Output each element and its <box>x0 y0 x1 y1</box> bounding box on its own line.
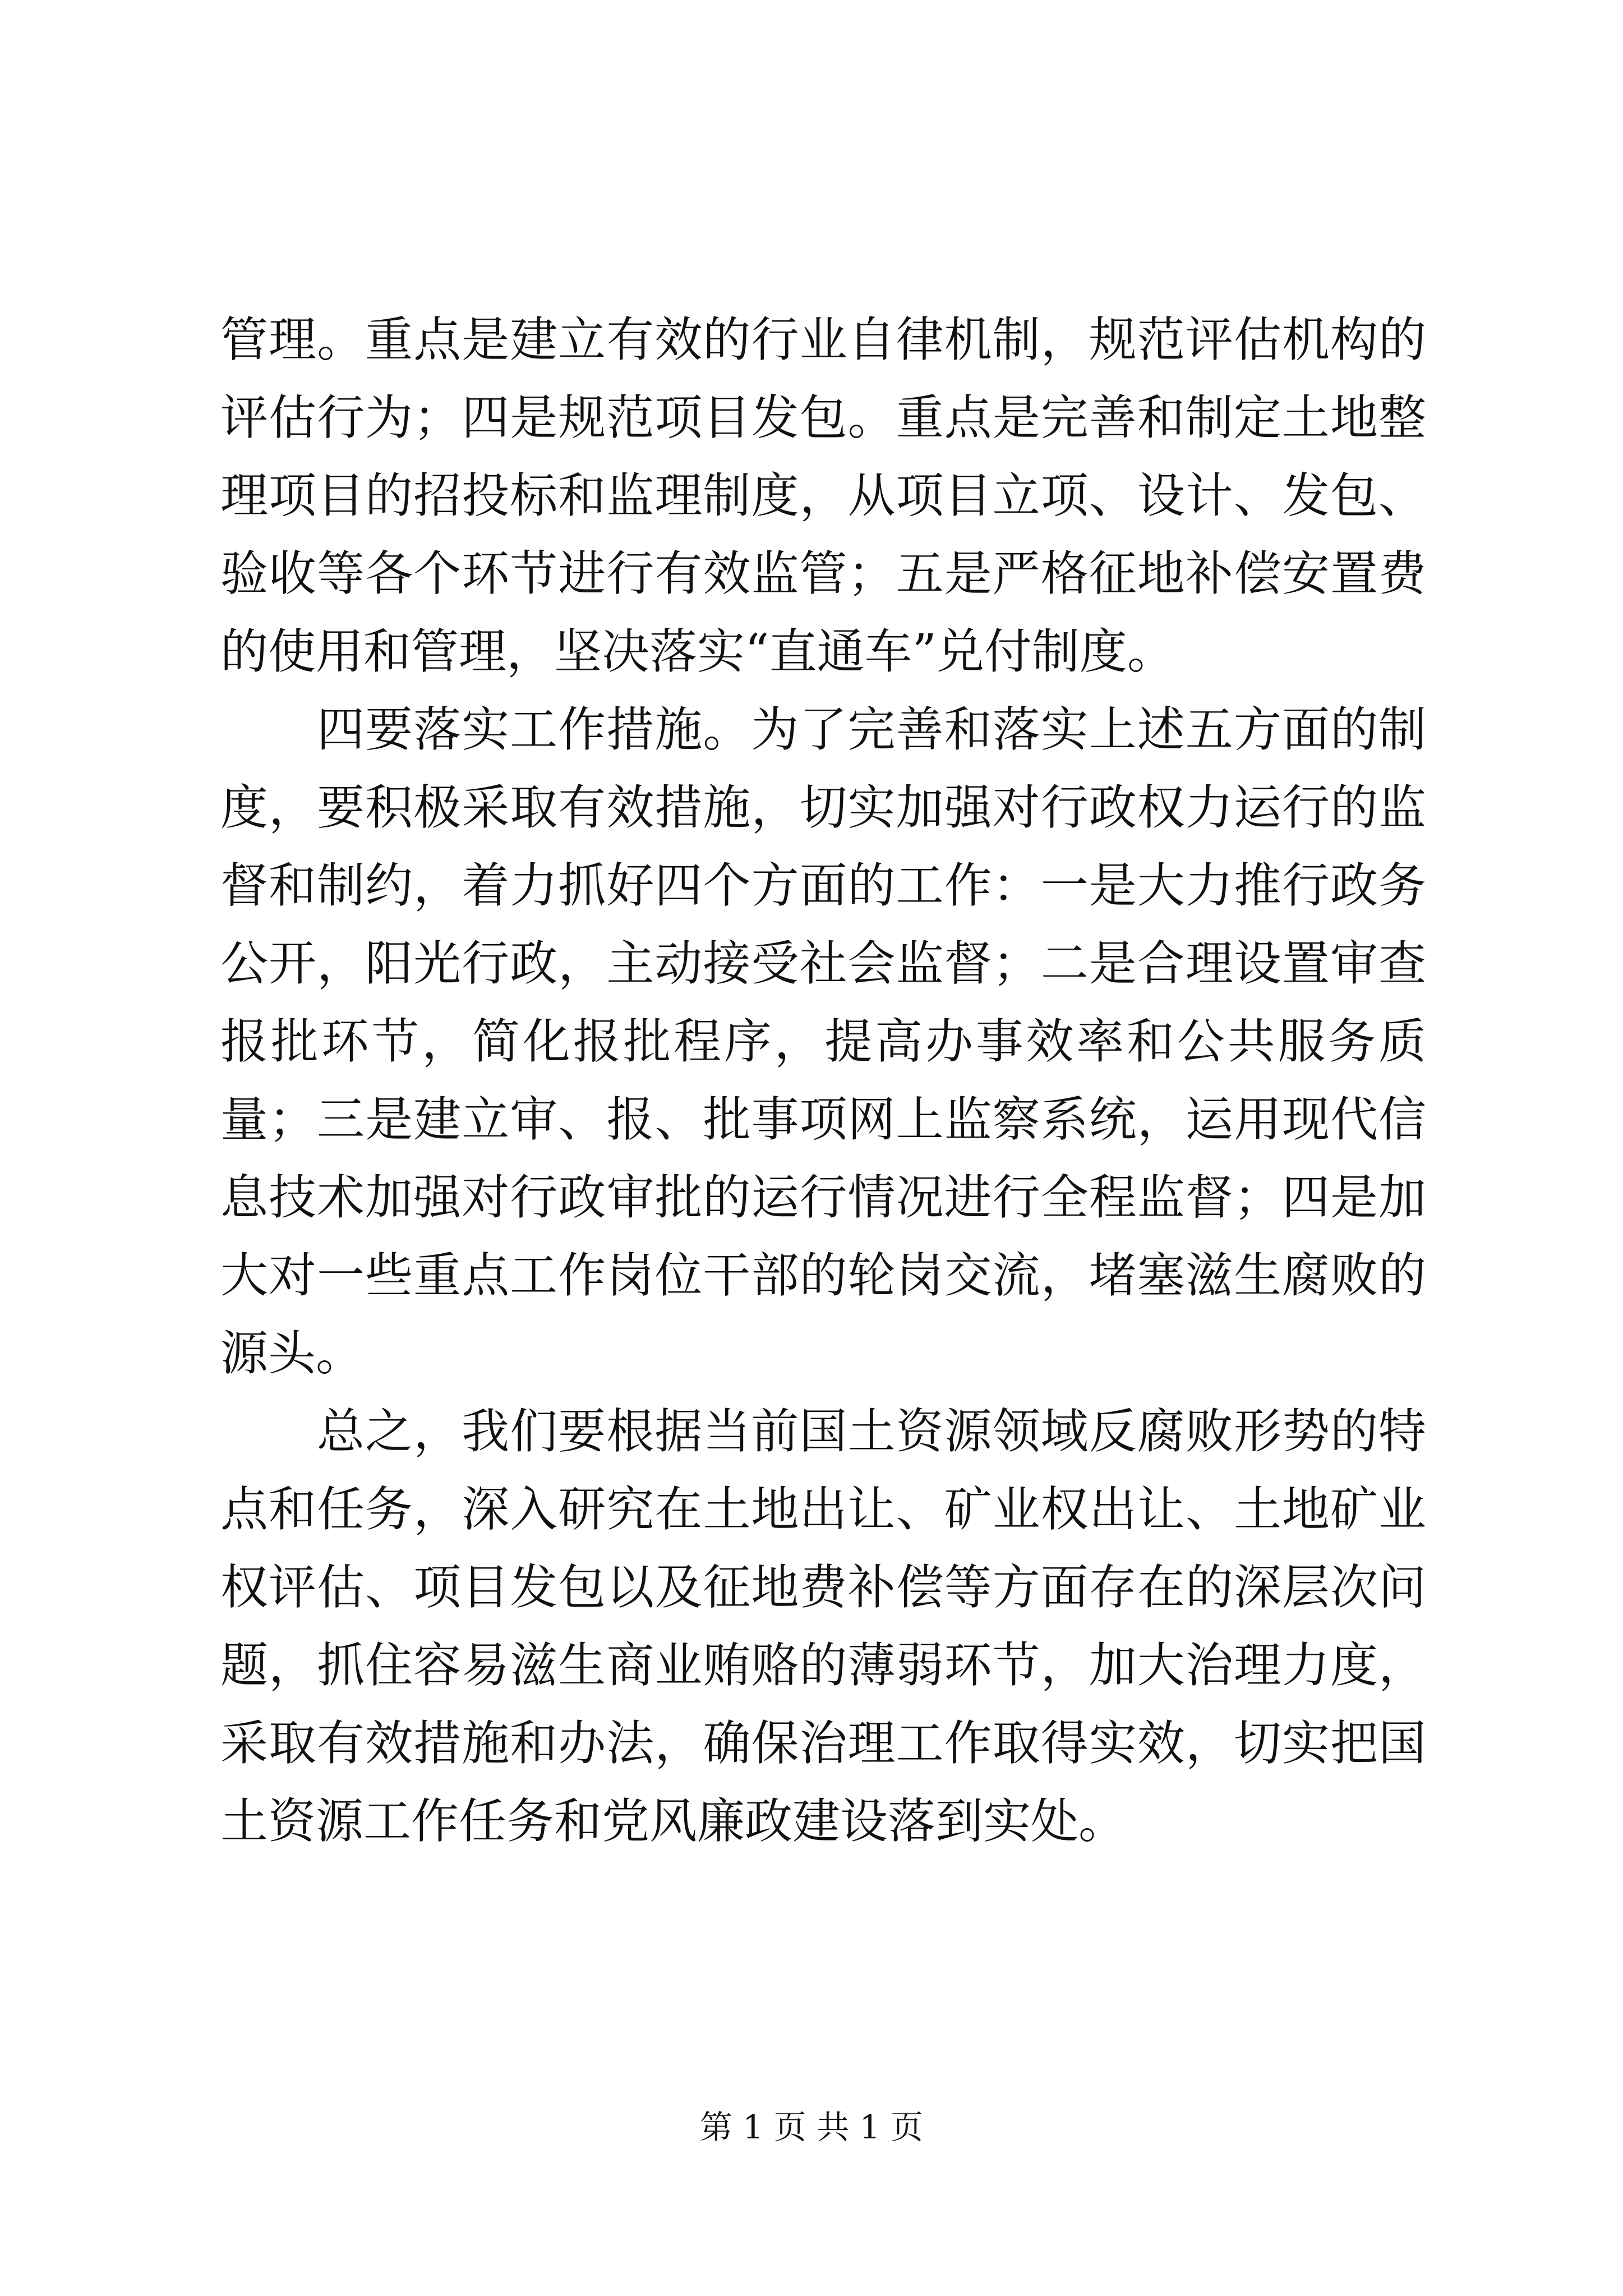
paragraph-continuation: 管理。重点是建立有效的行业自律机制，规范评估机构的评估行为；四是规范项目发包。重点是完善和制定土地整理项目的招投标和监理制度，从项目立项、设计、发包、验收等各个环节进行有效监管；五是严格征地补偿安置费的使用和管理，坚决落实“直通车”兑付制度。 <box>220 312 1426 680</box>
document-body <box>220 301 1426 1861</box>
paragraph-conclusion: 总之，我们要根据当前国土资源领域反腐败形势的特点和任务，深入研究在土地出让、矿业权出让、土地矿业权评估、项目发包以及征地费补偿等方面存在的深层次问题，抓住容易滋生商业贿赂的薄弱环节，加大治理力度，采取有效措施和办法，确保治理工作取得实效，切实把国土资源工作任务和党风廉政建设落到实处。 <box>220 1404 1426 1849</box>
page-number-footer: 第 1 页 共 1 页 <box>700 2108 923 2146</box>
paragraph-work-measures: 四要落实工作措施。为了完善和落实上述五方面的制度，要积极采取有效措施，切实加强对行政权力运行的监督和制约，着力抓好四个方面的工作：一是大力推行政务公开，阳光行政，主动接受社会监督；二是合理设置审查报批环节，简化报批程序，提高办事效率和公共服务质量；三是建立审、报、批事项网上监察系统，运用现代信息技术加强对行政审批的运行情况进行全程监督；四是加大对一些重点工作岗位干部的轮岗交流，堵塞滋生腐败的源头。 <box>220 702 1426 1382</box>
